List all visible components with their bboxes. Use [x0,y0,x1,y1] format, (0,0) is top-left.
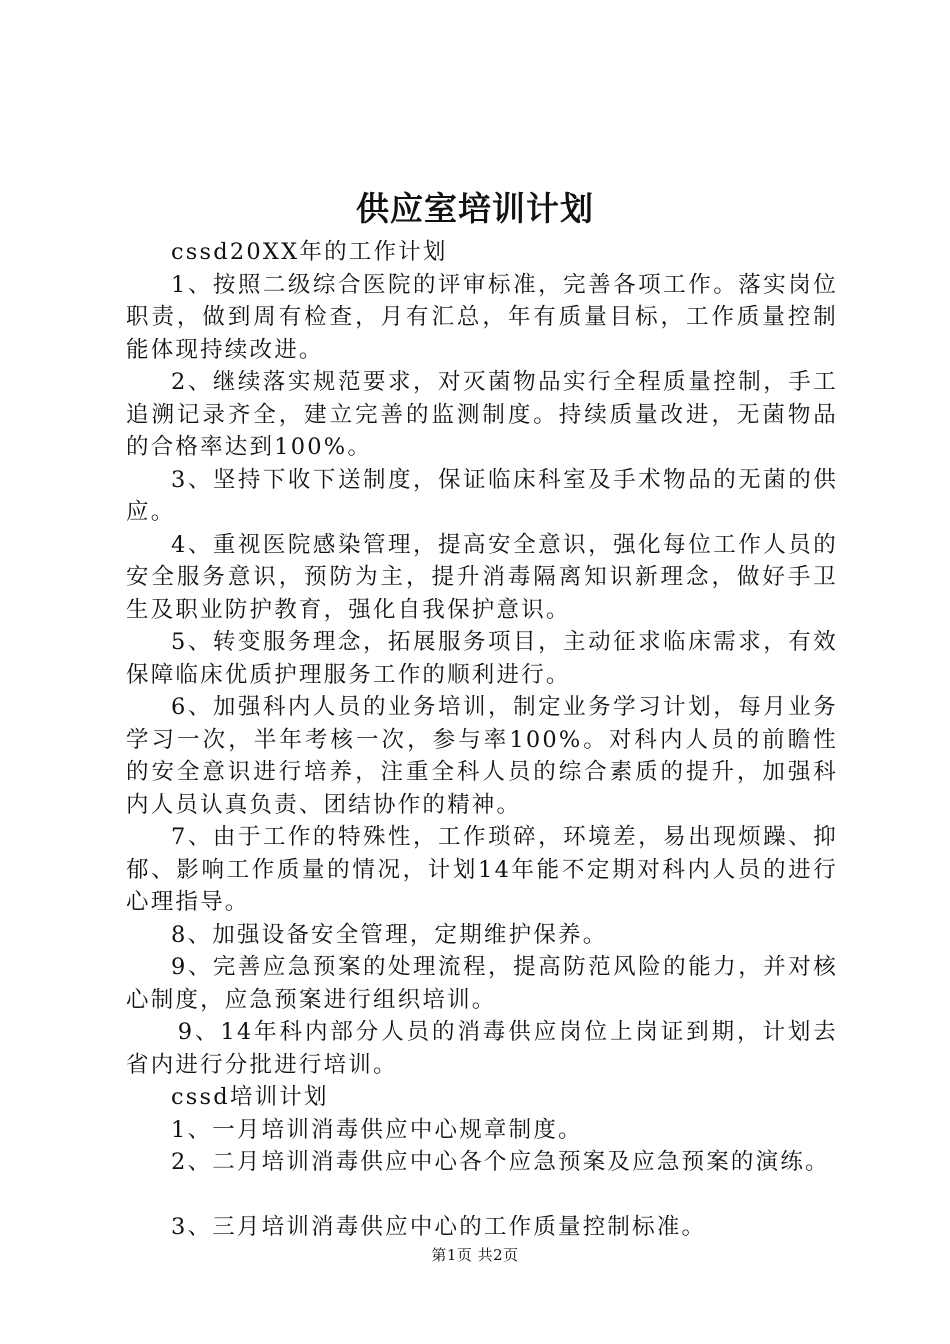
work-plan-item-3: 3、坚持下收下送制度，保证临床科室及手术物品的无菌的供应。 [126,466,838,525]
work-plan-item-5: 5、转变服务理念，拓展服务项目，主动征求临床需求，有效保障临床优质护理服务工作的顺利进行。 [126,629,838,688]
work-plan-item-7: 7、由于工作的特殊性，工作琐碎，环境差，易出现烦躁、抑郁、影响工作质量的情况，计划14年能不定期对科内人员的进行心理指导。 [126,824,838,915]
work-plan-item-9: 9、完善应急预案的处理流程，提高防范风险的能力，并对核心制度，应急预案进行组织培训。 [126,954,838,1013]
work-plan-item-1: 1、按照二级综合医院的评审标准，完善各项工作。落实岗位职责，做到周有检查，月有汇总，年有质量目标，工作质量控制能体现持续改进。 [126,271,838,363]
document-title: 供应室培训计划 [356,189,594,228]
work-plan-item-9b: 9、14年科内部分人员的消毒供应岗位上岗证到期，计划去省内进行分批进行培训。 [126,1019,838,1078]
training-plan-item-1: 1、一月培训消毒供应中心规章制度。 [171,1116,583,1143]
section-heading-work-plan: cssd20XX年的工作计划 [171,239,448,265]
work-plan-item-6: 6、加强科内人员的业务培训，制定业务学习计划，每月业务学习一次，半年考核一次，参与率100%。对科内人员的前瞻性的安全意识进行培养，注重全科人员的综合素质的提升，加强科内人员认真负责、团结协作的精神。 [126,694,838,818]
training-plan-item-2: 2、二月培训消毒供应中心各个应急预案及应急预案的演练。 [171,1149,830,1175]
section-heading-training-plan: cssd培训计划 [171,1084,329,1110]
page-number-footer: 第1页 共2页 [431,1246,519,1264]
work-plan-item-8: 8、加强设备安全管理，定期维护保养。 [171,921,608,948]
work-plan-item-4: 4、重视医院感染管理，提高安全意识，强化每位工作人员的安全服务意识，预防为主，提升消毒隔离知识新理念，做好手卫生及职业防护教育，强化自我保护意识。 [126,531,838,623]
work-plan-item-2: 2、继续落实规范要求，对灭菌物品实行全程质量控制，手工追溯记录齐全，建立完善的监测制度。持续质量改进，无菌物品的合格率达到100%。 [126,369,838,460]
document-body [126,236,838,1243]
training-plan-item-3: 3、三月培训消毒供应中心的工作质量控制标准。 [171,1213,707,1240]
